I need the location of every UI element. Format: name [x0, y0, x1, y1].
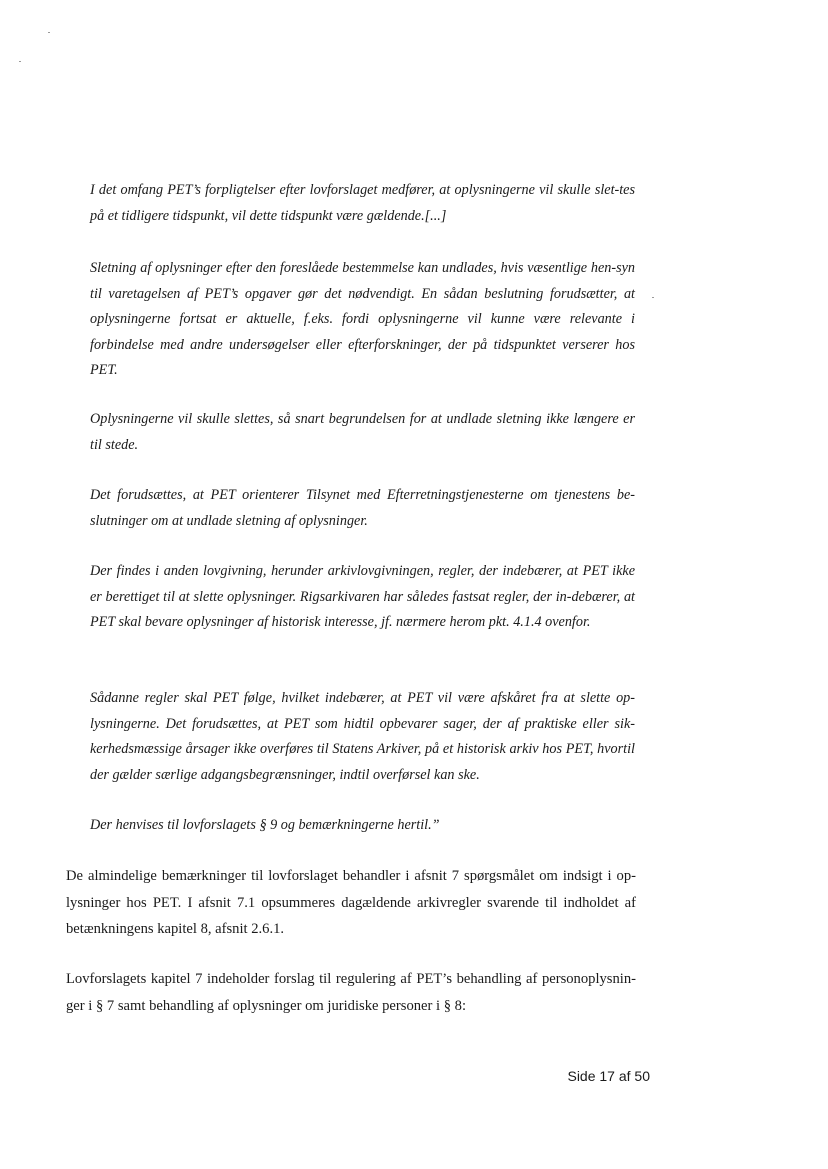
scan-artifact: [19, 61, 21, 62]
quote-paragraph: I det omfang PET’s forpligtelser efter lovforslaget medfører, at oplysningerne vil skulle slet-tes på et tidligere tidspunkt, vil dette tidspunkt være gældende.[...]: [90, 182, 635, 224]
page-number: Side 17 af 50: [567, 1068, 650, 1084]
body-paragraph: Lovforslagets kapitel 7 indeholder forslag til regulering af PET’s behandling af personoplysnin-ger i § 7 samt behandling af oplysninger om juridiske personer i § 8:: [66, 971, 636, 1014]
body-paragraph: De almindelige bemærkninger til lovforslaget behandler i afsnit 7 spørgsmålet om indsigt i op-lysninger hos PET. I afsnit 7.1 opsummeres dagældende arkivregler svarende til indholdet af betænkningens kapitel 8, afsnit 2.6.1.: [66, 868, 636, 937]
quote-paragraph: Det forudsættes, at PET orienterer Tilsynet med Efterretningstjenesterne om tjenestens be-slutninger om at undlade sletning af oplysninger.: [90, 487, 635, 529]
quote-paragraph: Der findes i anden lovgivning, herunder arkivlovgivningen, regler, der indebærer, at PET ikke er berettiget til at slette oplysninger. Rigsarkivaren har således fastsat regler, der in-debærer, at PET skal bevare oplysninger af historisk interesse, jf. nærmere herom pkt. 4.1.4 ovenfor.: [90, 563, 635, 631]
quote-paragraph: Oplysningerne vil skulle slettes, så snart begrundelsen for at undlade sletning ikke længere er til stede.: [90, 411, 635, 453]
quote-paragraph: Sådanne regler skal PET følge, hvilket indebærer, at PET vil være afskåret fra at slette op-lysningerne. Det forudsættes, at PET som hidtil opbevarer sager, der af praktiske eller sik-kerhedsmæssige årsager ikke overføres til Statens Arkiver, på et historisk arkiv hos PET, hvortil der gælder særlige adgangsbegrænsninger, indtil overførsel kan ske.: [90, 690, 635, 783]
quote-paragraph: Der henvises til lovforslagets § 9 og bemærkningerne hertil.”: [90, 817, 440, 833]
scan-artifact: [652, 297, 654, 298]
quote-paragraph: Sletning af oplysninger efter den foreslåede bestemmelse kan undlades, hvis væsentlige hen-syn til varetagelsen af PET’s opgaver gør det nødvendigt. En sådan beslutning forudsætter, at oplysningerne fortsat er aktuelle, f.eks. fordi oplysningerne vil kunne være relevante i forbindelse med andre undersøgelser eller efterforskninger, der på tidspunktet verserer hos PET.: [90, 260, 635, 379]
scan-artifact: [48, 32, 50, 33]
